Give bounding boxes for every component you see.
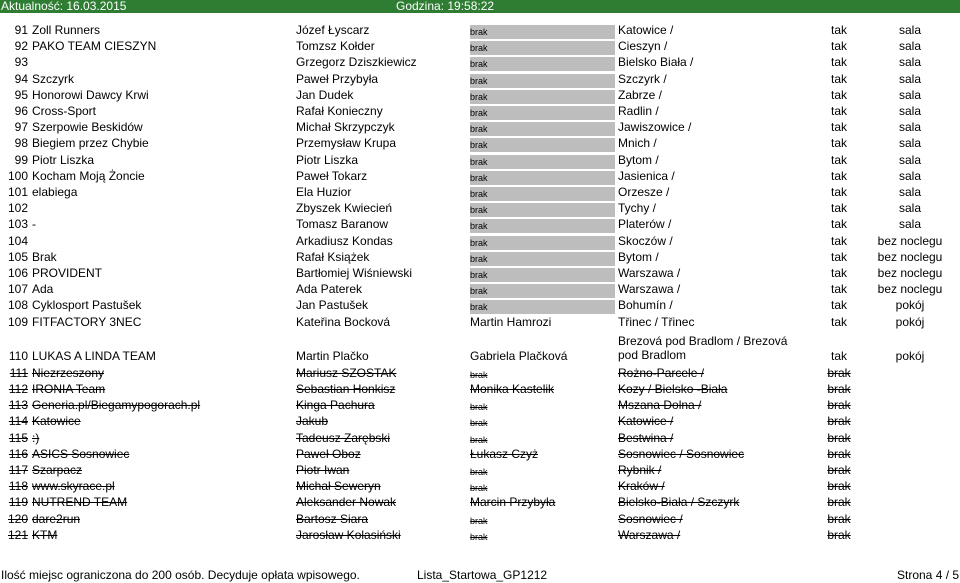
partner-name: Gabriela Plačková: [470, 348, 568, 363]
partner-name: brak: [470, 531, 488, 542]
participant-name: Jakub: [296, 414, 329, 429]
table-row: [0, 104, 960, 120]
accommodation: pokój: [895, 298, 925, 313]
fee-paid: tak: [830, 23, 847, 37]
city: Mnich /: [618, 136, 657, 151]
fee-paid: brak: [827, 365, 851, 380]
partner-name: brak: [470, 402, 488, 413]
city: Rybnik /: [618, 463, 662, 477]
table-row: [0, 282, 960, 298]
partner-name: brak: [470, 434, 488, 445]
page-number: Strona 4 / 5: [897, 568, 960, 582]
partner-name: brak: [470, 90, 615, 104]
partner-name: brak: [470, 155, 615, 169]
row-number: 106: [7, 266, 28, 280]
participant-name: Michał Seweryn: [296, 479, 381, 494]
city: Orzesze /: [618, 185, 670, 199]
fee-paid: tak: [830, 136, 847, 151]
participant-name: Paweł Przybyła: [296, 71, 379, 86]
city: Bestwina /: [618, 430, 674, 445]
fee-paid: tak: [830, 233, 847, 248]
accommodation: sala: [898, 120, 921, 135]
row-number: 99: [14, 152, 28, 167]
accommodation: sala: [898, 136, 921, 151]
participant-name: Piotr Iwan: [296, 463, 350, 477]
team-name: Katowice: [32, 414, 81, 429]
table-row: [0, 431, 960, 447]
city: Kozy / Bielsko -Biała: [618, 382, 728, 396]
partner-name: brak: [470, 41, 615, 55]
row-number: 91: [14, 23, 28, 37]
accommodation: sala: [898, 87, 921, 102]
participant-name: Michał Skrzypczyk: [296, 120, 395, 135]
accommodation: bez noclegu: [877, 266, 943, 280]
fee-paid: tak: [830, 266, 847, 280]
fee-paid: tak: [830, 39, 847, 54]
fee-paid: tak: [830, 104, 847, 118]
partner-name: brak: [470, 25, 615, 39]
participant-name: Paweł Tokarz: [296, 168, 368, 183]
fee-paid: tak: [830, 314, 847, 329]
fee-paid: brak: [827, 382, 851, 396]
footer-filename: Lista_Startowa_GP1212: [417, 568, 548, 582]
partner-name: brak: [470, 106, 615, 120]
fee-paid: brak: [827, 463, 851, 477]
participant-name: Piotr Liszka: [296, 152, 359, 167]
table-row: [0, 234, 960, 250]
row-number: 120: [7, 511, 28, 526]
table-row: [0, 414, 960, 430]
team-name: ASICS Sosnowiec: [32, 446, 130, 461]
table-row: [0, 120, 960, 136]
fee-paid: tak: [830, 282, 847, 297]
city: Kraków /: [618, 479, 665, 494]
accommodation: sala: [898, 217, 921, 232]
row-number: 117: [8, 463, 28, 477]
partner-name: brak: [470, 122, 615, 136]
team-name: Honorowi Dawcy Krwi: [32, 87, 149, 102]
city: Bielsko-Biała / Szczyrk: [618, 495, 740, 510]
team-name: Szczyrk: [32, 71, 74, 86]
city: Katowice /: [618, 414, 674, 429]
city: Katowice /: [618, 23, 674, 37]
team-name: Cross-Sport: [32, 104, 97, 118]
table-row: [0, 528, 960, 544]
table-row: [0, 331, 960, 366]
team-name: Brak: [32, 249, 57, 264]
fee-paid: brak: [827, 511, 851, 526]
update-time: Godzina: 19:58:22: [396, 0, 495, 13]
partner-name: brak: [470, 203, 615, 217]
city: Sosnowiec / Sosnowiec: [618, 446, 745, 461]
accommodation: pokój: [895, 314, 925, 329]
partner-name: brak: [470, 57, 615, 71]
team-name: IRONIA Team: [32, 382, 106, 396]
team-name: PAKO TEAM CIESZYN: [32, 39, 157, 54]
partner-name: Monika Kastelik: [470, 382, 555, 396]
row-number: 111: [9, 365, 28, 380]
table-row: [0, 495, 960, 511]
partner-name: brak: [470, 467, 488, 477]
table-row: [0, 479, 960, 495]
table-row: [0, 136, 960, 152]
row-number: 101: [7, 185, 28, 199]
team-name: :): [32, 430, 40, 445]
update-date: Aktualność: 16.03.2015: [1, 0, 127, 13]
team-name: Kocham Moją Żoncie: [32, 168, 145, 183]
team-name: Generia.pl/Biegamypogorach.pl: [32, 398, 201, 413]
table-row: [0, 55, 960, 71]
participant-name: Paweł Oboz: [296, 446, 361, 461]
partner-name: brak: [470, 171, 615, 185]
fee-paid: tak: [830, 120, 847, 135]
participant-name: Sebastian Honkisz: [296, 382, 396, 396]
partner-name: brak: [470, 300, 615, 314]
city: Jasienica /: [618, 168, 675, 183]
table-row: [0, 88, 960, 104]
city: Jawiszowice /: [618, 120, 692, 135]
accommodation: bez noclegu: [877, 233, 943, 248]
row-number: 121: [7, 527, 28, 542]
partner-name: brak: [470, 219, 615, 233]
row-number: 104: [7, 233, 28, 248]
table-row: [0, 169, 960, 185]
team-name: LUKAS A LINDA TEAM: [32, 348, 156, 363]
team-name: Biegiem przez Chybie: [32, 136, 149, 151]
accommodation: sala: [898, 152, 921, 167]
row-number: 95: [14, 87, 28, 102]
partner-name: brak: [470, 138, 615, 152]
fee-paid: tak: [830, 71, 847, 86]
fee-paid: tak: [830, 152, 847, 167]
participant-name: Kinga Pachura: [296, 398, 375, 413]
row-number: 112: [8, 382, 28, 396]
row-number: 110: [8, 348, 28, 363]
row-number: 115: [8, 430, 28, 445]
city: Skoczów /: [618, 233, 673, 248]
fee-paid: tak: [830, 298, 847, 313]
city: Bohumín /: [618, 298, 673, 313]
row-number: 103: [7, 217, 28, 232]
table-row: [0, 39, 960, 55]
participant-name: Ela Huzior: [296, 185, 352, 199]
table-row: [0, 315, 960, 331]
partner-name: brak: [470, 284, 615, 298]
partner-name: brak: [470, 418, 488, 429]
partner-name: Marcin Przybyła: [470, 495, 556, 510]
accommodation: sala: [898, 168, 921, 183]
city: Zabrze /: [618, 87, 663, 102]
participant-name: Tadeusz Zarębski: [296, 430, 391, 445]
fee-paid: brak: [827, 446, 851, 461]
table-row: [0, 398, 960, 414]
fee-paid: tak: [830, 217, 847, 232]
row-number: 92: [14, 39, 28, 54]
partner-name: Łukasz Czyż: [470, 446, 539, 461]
accommodation: sala: [898, 23, 921, 37]
row-number: 116: [8, 446, 28, 461]
fee-paid: brak: [827, 527, 851, 542]
row-number: 93: [14, 55, 28, 70]
team-name: NUTREND TEAM: [32, 495, 128, 510]
fee-paid: tak: [830, 185, 847, 199]
city: Warszawa /: [618, 282, 681, 297]
team-name: Niezrzeszony: [32, 365, 105, 380]
team-name: www.skyrace.pl: [32, 479, 115, 494]
participant-name: Rafał Książek: [296, 249, 370, 264]
team-name: Piotr Liszka: [32, 152, 95, 167]
row-number: 119: [8, 495, 28, 510]
row-number: 113: [8, 398, 28, 413]
fee-paid: tak: [830, 87, 847, 102]
table-row: [0, 266, 960, 282]
accommodation: sala: [898, 39, 921, 54]
city: Brezová pod Bradlom / Brezová pod Bradlom: [618, 333, 788, 362]
partner-name: brak: [470, 236, 615, 250]
city: Bytom /: [618, 152, 659, 167]
table-row: [0, 217, 960, 233]
row-number: 107: [7, 282, 28, 297]
accommodation: sala: [898, 104, 921, 118]
city: Platerów /: [618, 217, 672, 232]
city: Cieszyn /: [618, 39, 668, 54]
table-row: [0, 382, 960, 398]
participant-name: Przemysław Krupa: [296, 136, 397, 151]
participant-name: Rafał Konieczny: [296, 104, 383, 118]
fee-paid: tak: [830, 249, 847, 264]
city: Szczyrk /: [618, 71, 667, 86]
team-name: Szarpacz: [32, 463, 83, 477]
row-number: 96: [14, 104, 28, 118]
fee-paid: tak: [830, 348, 847, 363]
partner-name: brak: [470, 369, 488, 380]
participant-name: Tomzsz Kołder: [296, 39, 375, 54]
city: Třinec / Třinec: [618, 314, 695, 329]
team-name: KTM: [32, 527, 58, 542]
participant-name: Arkadiusz Kondas: [296, 233, 393, 248]
table-row: [0, 23, 960, 39]
fee-paid: brak: [827, 414, 851, 429]
fee-paid: brak: [827, 495, 851, 510]
city: Bielsko Biała /: [618, 55, 694, 70]
header-bar: [0, 0, 960, 13]
partner-name: Martin Hamrozi: [470, 314, 552, 329]
participant-name: Jan Pastušek: [296, 298, 369, 313]
team-name: Zoll Runners: [32, 23, 101, 37]
table-row: [0, 153, 960, 169]
fee-paid: brak: [827, 430, 851, 445]
footer-note: Ilość miejsc ograniczona do 200 osób. Decyduje opłata wpisowego.: [1, 568, 360, 582]
row-number: 100: [7, 168, 28, 183]
row-number: 109: [7, 314, 28, 329]
participant-name: Grzegorz Dziszkiewicz: [296, 55, 417, 70]
team-name: dare2run: [32, 511, 81, 526]
table-row: [0, 463, 960, 479]
team-name: elabiega: [32, 185, 78, 199]
fee-paid: tak: [830, 168, 847, 183]
city: Sosnowiec /: [618, 511, 683, 526]
row-number: 94: [14, 71, 28, 86]
participant-name: Jarosław Kolasiński: [296, 527, 401, 542]
row-number: 97: [14, 120, 28, 135]
table-row: [0, 72, 960, 88]
participant-name: Martin Plačko: [296, 348, 369, 363]
team-name: PROVIDENT: [32, 266, 103, 280]
team-name: Cyklosport Pastušek: [32, 298, 142, 313]
participant-name: Mariusz SZOSTAK: [296, 365, 397, 380]
table-row: [0, 201, 960, 217]
fee-paid: tak: [830, 55, 847, 70]
accommodation: sala: [898, 185, 921, 199]
partner-name: brak: [470, 252, 615, 266]
table-row: [0, 250, 960, 266]
row-number: 118: [8, 479, 28, 494]
partner-name: brak: [470, 515, 488, 526]
accommodation: pokój: [895, 348, 925, 363]
accommodation: sala: [898, 71, 921, 86]
accommodation: bez noclegu: [877, 249, 943, 264]
partner-name: brak: [470, 74, 615, 88]
row-number: 102: [7, 201, 28, 216]
city: Rożno-Parcele /: [618, 365, 705, 380]
participant-name: Bartosz Siara: [296, 511, 369, 526]
participant-name: Ada Paterek: [296, 282, 363, 297]
participant-name: Bartłomiej Wiśniewski: [296, 266, 413, 280]
team-name: Ada: [32, 282, 54, 297]
team-name: -: [32, 217, 36, 232]
city: Radlin /: [618, 104, 659, 118]
row-number: 108: [7, 298, 28, 313]
participant-name: Tomasz Baranow: [296, 217, 389, 232]
accommodation: sala: [898, 201, 921, 216]
table-row: [0, 185, 960, 201]
city: Warszawa /: [618, 527, 681, 542]
fee-paid: brak: [827, 398, 851, 413]
table-row: [0, 447, 960, 463]
partner-name: brak: [470, 483, 488, 494]
city: Warszawa /: [618, 266, 681, 280]
partner-name: brak: [470, 187, 615, 201]
row-number: 114: [8, 414, 28, 429]
city: Mszana Dolna /: [618, 398, 702, 413]
partner-name: brak: [470, 268, 615, 282]
team-name: FITFACTORY 3NEC: [32, 314, 142, 329]
participant-name: Zbyszek Kwiecień: [296, 201, 393, 216]
table-row: [0, 366, 960, 382]
accommodation: sala: [898, 55, 921, 70]
row-number: 98: [14, 136, 28, 151]
participant-name: Jan Dudek: [296, 87, 354, 102]
participant-name: Kateřina Bocková: [296, 314, 391, 329]
participant-name: Józef Łyscarz: [296, 23, 370, 37]
team-name: Szerpowie Beskidów: [32, 120, 143, 135]
row-number: 105: [7, 249, 28, 264]
table-row: [0, 298, 960, 314]
city: Bytom /: [618, 249, 659, 264]
fee-paid: tak: [830, 201, 847, 216]
fee-paid: brak: [827, 479, 851, 494]
accommodation: bez noclegu: [877, 282, 943, 297]
participant-name: Aleksander Nowak: [296, 495, 397, 510]
city: Tychy /: [618, 201, 657, 216]
table-row: [0, 512, 960, 528]
